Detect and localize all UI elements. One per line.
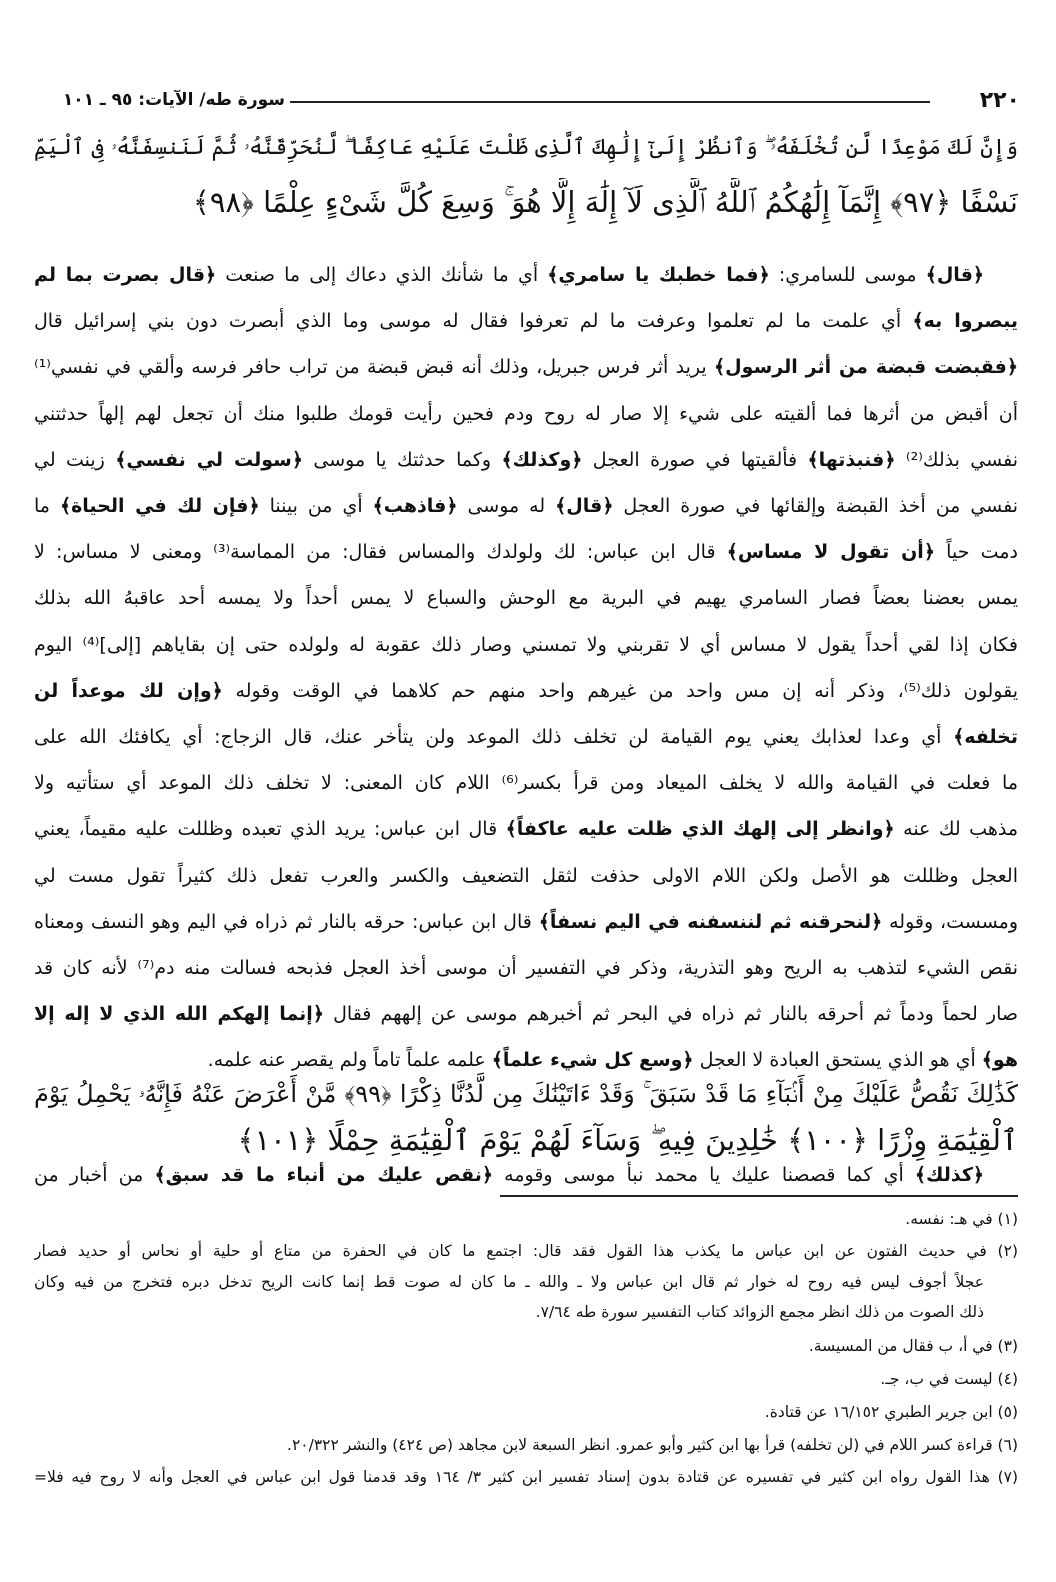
footnote: (٥) ابن جرير الطبري ١٦/١٥٢ عن قتادة. <box>764 1403 1018 1421</box>
commentary-line: صار لحماً ودماً ثم أحرقه بالنار ثم ذراه في البحر ثم أخبرهم موسى عن إلههم فقال ﴿إنما إلهكم الله الذي لا إله إلا <box>34 1003 1018 1026</box>
footnote: ذلك الصوت من ذلك انظر مجمع الزوائد كتاب التفسير سورة طه ٧/٦٤. <box>535 1303 984 1321</box>
quran-verse-line: كَذَٰلِكَ نَقُصُّ عَلَيْكَ مِنْ أَنۢبَآءِ مَا قَدْ سَبَقَ ۚ وَقَدْ ءَاتَيْنَٰكَ مِن لَّدُنَّا ذِكْرًا ﴿٩٩﴾ مَّنْ أَعْرَضَ عَنْهُ فَإِنَّهُۥ يَحْمِلُ يَوْمَ <box>34 1080 1018 1108</box>
commentary-line: ما فعلت في القيامة والله لا يخلف الميعاد ومن قرأ بكسر⁽⁶⁾ اللام كان المعنى: لا تخلف ذلك الموعد أي ستأتيه ولا <box>34 772 1018 795</box>
commentary-line: أن أقبض من أثرها فما ألقيته على شيء إلا صار له روح ودم فحين رأيت قومك طلبوا منك أن تجعل لهم إلهاً حدثتني <box>34 402 1018 425</box>
commentary-line: دمت حياً ﴿أن تقول لا مساس﴾ قال ابن عباس: لك ولولدك والمساس فقال: من المماسة⁽³⁾ ومعنى لا مساس: لا <box>34 541 1018 564</box>
commentary-line: هو﴾ أي هو الذي يستحق العبادة لا العجل ﴿وسع كل شيء علماً﴾ علمه علماً تاماً ولم يقصر عنه علمه. <box>207 1049 1018 1072</box>
commentary-line: يمس بعضنا بعضاً فصار السامري يهيم في البرية مع الوحش والسباع لا يمس أحداً ولا يمسه أحد عاقبهُ الله بذلك <box>34 587 1018 610</box>
commentary-line: نقص الشيء لتذهب به الريح وهو التذرية، وذكر في التفسير أن موسى أخذ العجل فذبحه فسالت منه دم⁽⁷⁾ لأنه كان قد <box>34 957 1018 979</box>
page-number: ٢٢٠ <box>979 88 1020 113</box>
footnote: عجلاً أجوف ليس فيه روح له خوار ثم قال ابن عباس ولا ـ والله ـ ما كان له صوت قط إنما كانت الريح تدخل دبره فتخرج من فيه وكان <box>34 1273 984 1291</box>
footnote: (٢) في حديث الفتون عن ابن عباس ما يكذب هذا القول فقد قال: اجتمع ما كان في الحفرة من متاع أو حلية أو نحاس أو حديد فصار <box>34 1242 1018 1260</box>
surah-verse-range: سورة طه/ الآيات: ٩٥ ـ ١٠١ <box>62 90 285 110</box>
commentary-line: يقولون ذلك⁽⁵⁾، وذكر أنه إن مس واحد من غيرهم واحد منهم حم كلاهما في الوقت وقوله ﴿وإن لك موعداً لن <box>34 679 1018 702</box>
commentary-line: العجل وظللت هو الأصل ولكن اللام الاولى حذفت لثقل التضعيف والكسر والعرب تفعل ذلك كثيراً تقول مست لي <box>34 864 1018 887</box>
commentary-line: ﴿فقبضت قبضة من أثر الرسول﴾ يريد أثر فرس جبريل، وذلك أنه قبض قبضة من تراب حافر فرسه وألقي في نفسي⁽¹⁾ <box>34 356 1018 379</box>
commentary-line: ﴿كذلك﴾ أي كما قصصنا عليك يا محمد نبأ موسى وقومه ﴿نقص عليك من أنباء ما قد سبق﴾ من أخبار من <box>34 1164 984 1186</box>
commentary-line: مذهب لك عنه ﴿وانظر إلى إلهك الذي ظلت عليه عاكفاً﴾ قال ابن عباس: يريد الذي تعبده وظللت عليه مقيماً، يعني <box>34 818 1018 841</box>
footnote: (٧) هذا القول رواه ابن كثير في تفسيره عن قتادة بدون إسناد تفسير ابن كثير ٣/ ١٦٤ وقد قدمنا قول ابن عباس في العجل وأنه لا روح فيه فلا= <box>34 1468 1018 1486</box>
commentary-line: يبصروا به﴾ أي علمت ما لم تعلموا وعرفت ما لم تعرفوا فقال له موسى وما الذي أبصرت دون بني إسرائيل قال <box>34 310 1018 333</box>
footnote: (٦) قراءة كسر اللام في (لن تخلفه) قرأ بها ابن كثير وأبو عمرو. انظر السبعة لابن مجاهد (ص ٤٢٤) والنشر ٢٠/٣٢٢. <box>287 1436 1018 1454</box>
commentary-line: ﴿قال﴾ موسى للسامري: ﴿فما خطبك يا سامري﴾ أي ما شأنك الذي دعاك إلى ما صنعت ﴿قال بصرت بما لم <box>34 264 984 286</box>
footnote: (١) في هـ: نفسه. <box>905 1210 1018 1228</box>
footnote-separator <box>500 1195 1018 1197</box>
commentary-line: ومسست، وقوله ﴿لنحرقنه ثم لننسفنه في اليم نسفاً﴾ قال ابن عباس: حرقه بالنار ثم ذراه في اليم وهو النسف ومعناه <box>34 910 1018 933</box>
quran-verse-line: ٱلْقِيَٰمَةِ وِزْرًا ﴿١٠٠﴾ خَٰلِدِينَ فِيهِ ۖ وَسَآءَ لَهُمْ يَوْمَ ٱلْقِيَٰمَةِ حِمْلًا ﴿١٠١﴾ <box>237 1123 1018 1157</box>
footnote: (٤) ليست في ب، جـ. <box>880 1370 1018 1388</box>
commentary-line: نفسي بذلك⁽²⁾ ﴿فنبذتها﴾ فألقيتها في صورة العجل ﴿وكذلك﴾ وكما حدثتك يا موسى ﴿سولت لي نفسي﴾ زينت لي <box>34 448 1018 471</box>
quran-verse-line: وَإِنَّ لَكَ مَوْعِدًا لَّن تُخْلَفَهُۥ ۖ وَٱنظُرْ إِلَىٰٓ إِلَٰهِكَ ٱلَّذِى ظَلْتَ عَلَيْهِ عَاكِفًا ۖ لَّنُحَرِّقَنَّهُۥ ثُمَّ لَنَنسِفَنَّهُۥ فِى ٱلْيَمِّ <box>34 135 1018 160</box>
header-rule <box>290 101 930 103</box>
commentary-line: فكان إذا لقي أحداً يقول لا مساس أي لا تقربني ولا تمسني وصار ذلك عقوبة له ولولده حتى إن بقاياهم [إلى]⁽⁴⁾ اليوم <box>34 633 1018 656</box>
footnote: (٣) في أ، ب فقال من المسيسة. <box>808 1337 1018 1355</box>
commentary-line: تخلفه﴾ أي وعدا لعذابك يعني يوم القيامة لن تخلف ذلك الموعد ولن يتأخر عنك، قال الزجاج: أي يكافئك الله على <box>34 726 1018 748</box>
quran-verse-line: نَسْفًا ﴿٩٧﴾ إِنَّمَآ إِلَٰهُكُمُ ٱللَّهُ ٱلَّذِى لَآ إِلَٰهَ إِلَّا هُوَ ۚ وَسِعَ كُلَّ شَىْءٍ عِلْمًا ﴿٩٨﴾ <box>192 185 1018 219</box>
commentary-line: نفسي من أخذ القبضة وإلقائها في صورة العجل ﴿قال﴾ له موسى ﴿فاذهب﴾ أي من بيننا ﴿فإن لك في الحياة﴾ ما <box>34 495 1018 517</box>
